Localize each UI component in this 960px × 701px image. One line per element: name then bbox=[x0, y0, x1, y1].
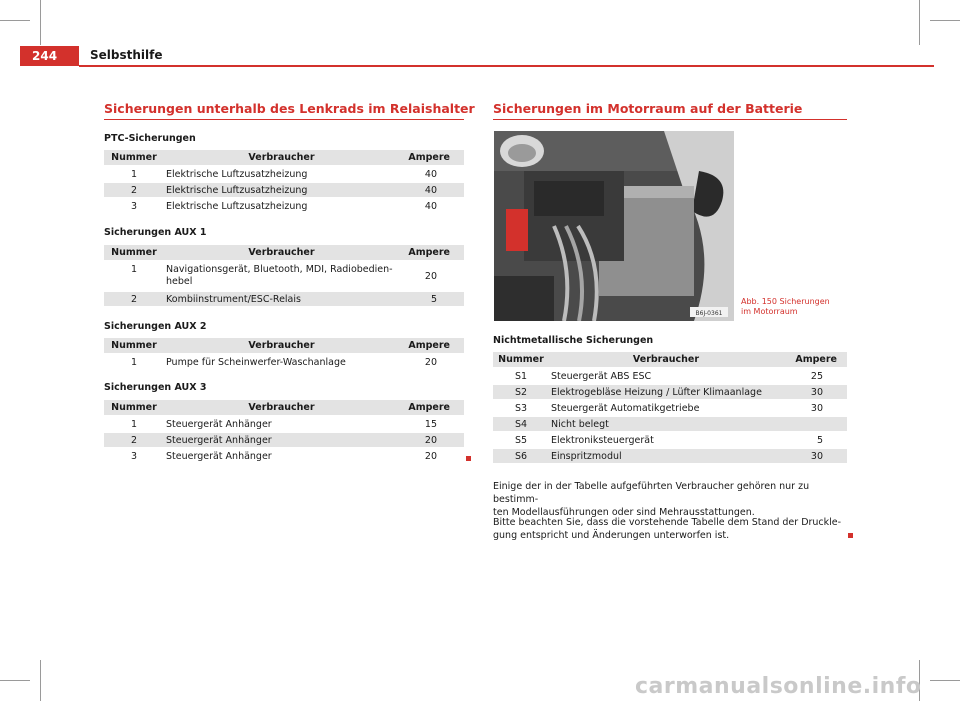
paragraph-note bbox=[493, 480, 849, 519]
table-header-row bbox=[493, 352, 847, 367]
cell-verbraucher-line2: hebel bbox=[166, 276, 193, 287]
cell-nummer: 1 bbox=[130, 168, 138, 180]
figure-code: B6J-0361 bbox=[695, 310, 723, 317]
col-verbraucher: Verbraucher bbox=[549, 352, 783, 367]
table-header-row bbox=[104, 150, 464, 165]
cell-nummer: S6 bbox=[493, 449, 549, 463]
cell-ampere: 5 bbox=[816, 434, 823, 446]
col-nummer: Nummer bbox=[104, 150, 164, 165]
aux3-heading: Sicherungen AUX 3 bbox=[104, 382, 207, 393]
table-row bbox=[104, 355, 464, 369]
cell-ampere: 40 bbox=[399, 183, 464, 197]
watermark: carmanualsonline.info bbox=[635, 674, 922, 699]
cell-nummer: 2 bbox=[104, 183, 164, 197]
col-ampere: Ampere bbox=[399, 245, 464, 260]
cell-verbraucher: Steuergerät Anhänger bbox=[164, 433, 399, 447]
col-nummer: Nummer bbox=[493, 352, 549, 367]
cell-verbraucher bbox=[164, 262, 399, 290]
table-row bbox=[493, 401, 847, 415]
paragraph-disclaimer bbox=[493, 516, 849, 542]
engine-bay-photo bbox=[494, 131, 734, 321]
cell-verbraucher: Kombiinstrument/ESC-Relais bbox=[164, 292, 399, 306]
cell-nummer: 1 bbox=[130, 418, 138, 430]
cell-verbraucher: Elektrogebläse Heizung / Lüfter Klimaanlage bbox=[549, 385, 783, 399]
cell-ampere: 30 bbox=[783, 449, 847, 463]
crop-mark bbox=[40, 660, 41, 701]
aux3-table bbox=[104, 398, 464, 465]
figure-caption-line1: Abb. 150 Sicherungen bbox=[741, 297, 830, 306]
cell-verbraucher: Elektrische Luftzusatzheizung bbox=[164, 183, 399, 197]
page-title: Selbsthilfe bbox=[90, 48, 163, 62]
table-row bbox=[493, 369, 847, 383]
table-row bbox=[104, 262, 464, 290]
cell-ampere: 20 bbox=[424, 450, 437, 462]
section-rule-left bbox=[104, 119, 464, 120]
cell-nummer: 2 bbox=[104, 292, 164, 306]
section-end-marker bbox=[466, 456, 471, 461]
crop-mark bbox=[919, 0, 920, 45]
cell-ampere: 30 bbox=[783, 385, 847, 399]
cell-ampere bbox=[783, 417, 847, 431]
section-rule-right bbox=[493, 119, 847, 120]
cell-ampere: 25 bbox=[810, 370, 823, 382]
figure-caption-line2: im Motorraum bbox=[741, 307, 798, 316]
cell-nummer: S1 bbox=[514, 370, 528, 382]
cell-verbraucher: Einspritzmodul bbox=[549, 449, 783, 463]
battery-illustration bbox=[494, 131, 734, 321]
col-verbraucher: Verbraucher bbox=[164, 150, 399, 165]
cell-nummer: 1 bbox=[130, 264, 138, 275]
cell-verbraucher: Elektrische Luftzusatzheizung bbox=[166, 168, 308, 180]
cell-ampere: 5 bbox=[399, 292, 464, 306]
aux2-table bbox=[104, 336, 464, 371]
cell-verbraucher: Nicht belegt bbox=[549, 417, 783, 431]
ptc-heading: PTC-Sicherungen bbox=[104, 133, 196, 144]
col-nummer: Nummer bbox=[104, 338, 164, 353]
crop-mark bbox=[930, 20, 960, 21]
table-row bbox=[493, 385, 847, 399]
cell-nummer: 2 bbox=[104, 433, 164, 447]
col-ampere: Ampere bbox=[399, 338, 464, 353]
cell-ampere: 40 bbox=[424, 168, 437, 180]
table-row bbox=[104, 433, 464, 447]
cell-verbraucher: Pumpe für Scheinwerfer-Waschanlage bbox=[166, 356, 346, 368]
section-title-right: Sicherungen im Motorraum auf der Batterie bbox=[493, 101, 803, 116]
table-header-row bbox=[104, 245, 464, 260]
aux1-heading: Sicherungen AUX 1 bbox=[104, 227, 207, 238]
paragraph-line: ten Modellausführungen oder sind Mehrausstattungen. bbox=[493, 507, 755, 518]
table-row bbox=[104, 183, 464, 197]
cell-verbraucher-line1: Navigationsgerät, Bluetooth, MDI, Radiobedien- bbox=[166, 264, 393, 275]
cell-nummer: S5 bbox=[514, 434, 528, 446]
header-rule bbox=[79, 65, 934, 67]
table-row bbox=[104, 417, 464, 431]
cell-verbraucher: Elektroniksteuergerät bbox=[551, 434, 654, 446]
ptc-table bbox=[104, 148, 464, 215]
cell-nummer: S3 bbox=[514, 402, 528, 414]
aux2-heading: Sicherungen AUX 2 bbox=[104, 321, 207, 332]
table-row bbox=[493, 433, 847, 447]
cell-verbraucher: Elektrische Luftzusatzheizung bbox=[166, 200, 308, 212]
table-header-row bbox=[104, 400, 464, 415]
table-row bbox=[493, 417, 847, 431]
cell-verbraucher: Steuergerät Anhänger bbox=[166, 418, 272, 430]
paragraph-line: Bitte beachten Sie, dass die vorstehende Tabelle dem Stand der Druckle- bbox=[493, 517, 842, 528]
aux1-table bbox=[104, 243, 464, 308]
col-ampere: Ampere bbox=[783, 352, 847, 367]
cell-ampere: 15 bbox=[424, 418, 437, 430]
col-nummer: Nummer bbox=[104, 400, 164, 415]
table-header-row bbox=[104, 338, 464, 353]
table-row bbox=[104, 292, 464, 306]
crop-mark bbox=[0, 680, 30, 681]
table-row bbox=[104, 199, 464, 213]
col-ampere: Ampere bbox=[399, 400, 464, 415]
section-end-marker bbox=[848, 533, 853, 538]
cell-ampere: 20 bbox=[424, 356, 437, 368]
col-verbraucher: Verbraucher bbox=[164, 400, 399, 415]
table-row bbox=[104, 449, 464, 463]
cell-verbraucher: Steuergerät ABS ESC bbox=[551, 370, 652, 382]
cell-nummer: 3 bbox=[130, 200, 138, 212]
nonmetal-heading: Nichtmetallische Sicherungen bbox=[493, 335, 654, 346]
cell-ampere: 30 bbox=[810, 402, 823, 414]
crop-mark bbox=[40, 0, 41, 45]
crop-mark bbox=[0, 20, 30, 21]
cell-nummer: 3 bbox=[130, 450, 138, 462]
table-row bbox=[104, 167, 464, 181]
cell-ampere: 20 bbox=[399, 433, 464, 447]
cell-verbraucher: Steuergerät Anhänger bbox=[166, 450, 272, 462]
figure-caption bbox=[741, 297, 851, 317]
section-title-left: Sicherungen unterhalb des Lenkrads im Relaishalter bbox=[104, 101, 475, 116]
paragraph-line: gung entspricht und Änderungen unterworfen ist. bbox=[493, 530, 730, 541]
cell-nummer: S4 bbox=[493, 417, 549, 431]
paragraph-line: Einige der in der Tabelle aufgeführten Verbraucher gehören nur zu bestimm- bbox=[493, 481, 810, 505]
cell-nummer: 1 bbox=[130, 356, 138, 368]
cell-verbraucher: Steuergerät Automatikgetriebe bbox=[551, 402, 700, 414]
col-verbraucher: Verbraucher bbox=[164, 245, 399, 260]
col-nummer: Nummer bbox=[104, 245, 164, 260]
page-number: 244 bbox=[20, 46, 79, 66]
table-row bbox=[493, 449, 847, 463]
col-ampere: Ampere bbox=[399, 150, 464, 165]
cell-nummer: S2 bbox=[493, 385, 549, 399]
col-verbraucher: Verbraucher bbox=[164, 338, 399, 353]
nonmetal-table bbox=[493, 350, 847, 465]
cell-ampere: 40 bbox=[424, 200, 437, 212]
crop-mark bbox=[930, 680, 960, 681]
cell-ampere: 20 bbox=[424, 270, 437, 282]
